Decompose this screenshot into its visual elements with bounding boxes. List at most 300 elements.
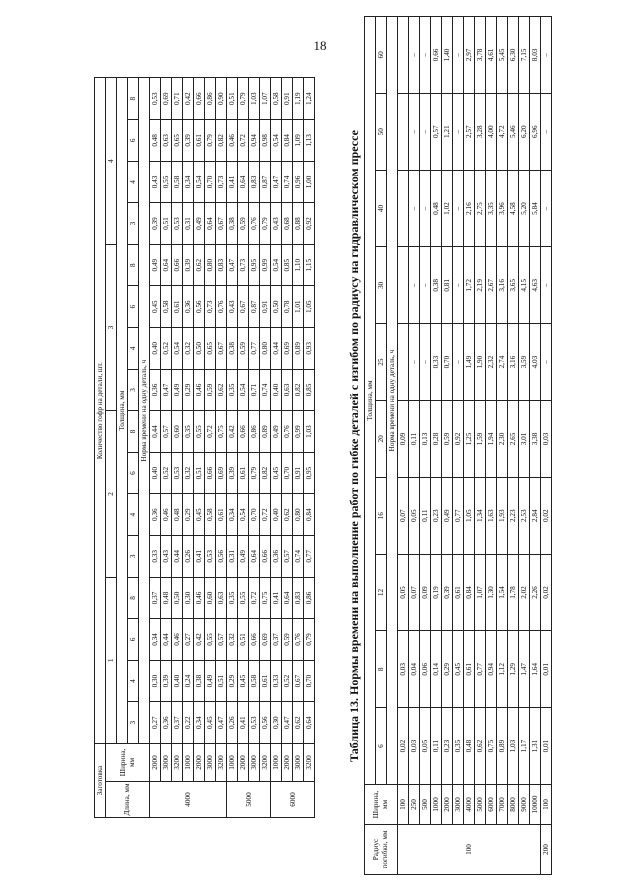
width-cell: 2000	[282, 743, 293, 781]
value-cell: 0,85	[304, 369, 315, 411]
value-cell: 0,86	[205, 78, 216, 120]
value-cell: 5,46	[508, 93, 519, 170]
value-cell: 0,85	[282, 244, 293, 286]
value-cell: 0,37	[172, 702, 183, 744]
value-cell: 0,39	[161, 660, 172, 702]
value-cell: 2,16	[464, 170, 475, 247]
value-cell: 0,62	[475, 708, 486, 785]
value-cell: 0,36	[271, 536, 282, 578]
value-cell: 0,45	[453, 631, 464, 708]
value-cell: 0,38	[431, 247, 442, 324]
value-cell: 0,82	[293, 369, 304, 411]
width-cell: 5000	[475, 785, 486, 825]
value-cell: 1,34	[475, 477, 486, 554]
value-cell: 0,66	[238, 411, 249, 453]
value-cell: 0,83	[249, 161, 260, 203]
value-cell: 0,79	[304, 619, 315, 661]
value-cell: –	[420, 93, 431, 170]
value-cell: 0,66	[194, 78, 205, 120]
value-cell: 0,35	[183, 411, 194, 453]
thickness-cell: 60	[376, 16, 387, 93]
value-cell: 0,95	[304, 452, 315, 494]
corrugation-count-header: Количество гофр на детали, шт.	[95, 78, 106, 744]
value-cell: –	[541, 324, 552, 401]
value-cell: 4,58	[508, 170, 519, 247]
value-cell: 0,07	[409, 554, 420, 631]
value-cell: 0,70	[304, 660, 315, 702]
value-cell: 0,67	[293, 660, 304, 702]
thickness-cell: 3	[128, 369, 139, 411]
value-cell	[398, 16, 409, 93]
width-cell: 1000	[227, 743, 238, 781]
value-cell: 0,42	[227, 411, 238, 453]
value-cell: 0,90	[216, 78, 227, 120]
value-cell: 1,40	[442, 16, 453, 93]
value-cell: 0,77	[453, 477, 464, 554]
value-cell: 0,34	[227, 494, 238, 536]
value-cell: 0,63	[282, 369, 293, 411]
value-cell: 5,45	[497, 16, 508, 93]
thickness-cell: 8	[376, 631, 387, 708]
value-cell: 3,96	[497, 170, 508, 247]
thickness-cell: 3	[128, 203, 139, 245]
value-cell: 2,02	[519, 554, 530, 631]
value-cell: 0,58	[161, 286, 172, 328]
width-cell: 3000	[161, 743, 172, 781]
thickness-cell: 8	[128, 577, 139, 619]
width-cell: 3000	[453, 785, 464, 825]
value-cell: 0,75	[486, 708, 497, 785]
value-cell: 0,69	[216, 452, 227, 494]
value-cell: –	[453, 16, 464, 93]
value-cell: 0,40	[271, 369, 282, 411]
value-cell: 0,48	[161, 577, 172, 619]
value-cell: 0,61	[260, 660, 271, 702]
value-cell: 0,62	[293, 702, 304, 744]
value-cell: 3,65	[508, 247, 519, 324]
value-cell: 0,29	[183, 494, 194, 536]
value-cell: –	[541, 93, 552, 170]
value-cell: 0,89	[260, 411, 271, 453]
value-cell: 0,87	[260, 161, 271, 203]
value-cell: 2,32	[486, 324, 497, 401]
value-cell: 0,36	[150, 369, 161, 411]
value-cell: 0,26	[183, 536, 194, 578]
value-cell: 0,50	[194, 328, 205, 370]
value-cell: 0,48	[172, 494, 183, 536]
value-cell: 1,21	[442, 93, 453, 170]
value-cell: 0,49	[442, 477, 453, 554]
value-cell: 0,35	[453, 708, 464, 785]
value-cell: 0,81	[442, 247, 453, 324]
value-cell: 0,51	[194, 452, 205, 494]
value-cell: 1,03	[508, 708, 519, 785]
thickness-cell: 6	[128, 120, 139, 162]
value-cell: 0,60	[205, 577, 216, 619]
value-cell: –	[420, 16, 431, 93]
table-row	[271, 78, 282, 818]
value-cell: 0,40	[150, 328, 161, 370]
value-cell: 0,37	[271, 619, 282, 661]
width-cell: 2000	[238, 743, 249, 781]
value-cell: 0,69	[260, 619, 271, 661]
value-cell: 0,93	[304, 328, 315, 370]
table-row	[227, 78, 238, 818]
value-cell: 0,40	[172, 660, 183, 702]
value-cell: 0,83	[293, 577, 304, 619]
value-cell: 3,16	[508, 324, 519, 401]
value-cell: 0,54	[271, 244, 282, 286]
value-cell: 3,16	[497, 247, 508, 324]
table-row	[497, 16, 508, 874]
value-cell: 0,53	[172, 203, 183, 245]
value-cell: 0,05	[398, 554, 409, 631]
value-cell: 3,38	[530, 401, 541, 478]
value-cell: 5,84	[530, 170, 541, 247]
value-cell: 0,35	[227, 369, 238, 411]
value-cell: 0,29	[183, 369, 194, 411]
value-cell: 0,09	[398, 401, 409, 478]
value-cell: 0,23	[431, 477, 442, 554]
group-4-header: 4	[106, 78, 117, 245]
value-cell: 0,91	[260, 286, 271, 328]
radius-cell: 100	[398, 825, 541, 875]
value-cell: 0,64	[282, 577, 293, 619]
value-cell: 1,63	[486, 477, 497, 554]
value-cell: 0,59	[238, 203, 249, 245]
table-row	[519, 16, 530, 874]
thickness-cell: 6	[128, 452, 139, 494]
value-cell: –	[420, 170, 431, 247]
width-cell: 3200	[172, 743, 183, 781]
value-cell: 2,65	[508, 401, 519, 478]
value-cell: 0,55	[194, 411, 205, 453]
value-cell: 4,61	[486, 16, 497, 93]
value-cell: 1,90	[475, 324, 486, 401]
value-cell: 0,13	[420, 401, 431, 478]
table-row	[293, 78, 304, 818]
value-cell: 0,79	[238, 78, 249, 120]
value-cell: 0,63	[161, 120, 172, 162]
width-cell: 1000	[183, 743, 194, 781]
width-cell: 1000	[271, 743, 282, 781]
value-cell: 0,47	[227, 244, 238, 286]
value-cell: 0,54	[194, 161, 205, 203]
radius-cell: 200	[541, 825, 552, 875]
value-cell: 0,68	[282, 203, 293, 245]
corrugation-norms-table	[94, 77, 315, 818]
value-cell: 0,64	[238, 161, 249, 203]
value-cell: 0,62	[216, 369, 227, 411]
value-cell: 0,32	[183, 452, 194, 494]
width-cell: 2000	[194, 743, 205, 781]
value-cell: 0,56	[260, 702, 271, 744]
value-cell: 0,77	[304, 536, 315, 578]
value-cell: 0,72	[205, 411, 216, 453]
value-cell: 0,83	[216, 244, 227, 286]
value-cell: 2,19	[475, 247, 486, 324]
value-cell: 0,63	[216, 577, 227, 619]
value-cell: 0,11	[409, 401, 420, 478]
value-cell: 0,64	[205, 203, 216, 245]
value-cell: 0,30	[150, 660, 161, 702]
thickness-cell: 8	[128, 244, 139, 286]
value-cell: –	[541, 16, 552, 93]
thickness-cell: 30	[376, 247, 387, 324]
value-cell: –	[420, 247, 431, 324]
value-cell: 0,67	[216, 328, 227, 370]
value-cell: 1,05	[304, 286, 315, 328]
value-cell: 0,48	[431, 170, 442, 247]
value-cell: 2,84	[530, 477, 541, 554]
value-cell: 0,37	[150, 577, 161, 619]
value-cell: 0,30	[183, 577, 194, 619]
value-cell: 0,02	[398, 708, 409, 785]
value-cell: 0,80	[293, 494, 304, 536]
bending-norms-table	[364, 16, 552, 875]
width-cell: 8000	[508, 785, 519, 825]
value-cell: 0,03	[398, 631, 409, 708]
width-cell: 3000	[249, 743, 260, 781]
value-cell: 1,24	[304, 78, 315, 120]
value-cell: 0,64	[304, 702, 315, 744]
value-cell: 0,67	[216, 203, 227, 245]
value-cell: 0,58	[271, 78, 282, 120]
value-cell: 0,66	[431, 16, 442, 93]
value-cell: 2,26	[530, 554, 541, 631]
value-cell: 3,35	[486, 170, 497, 247]
value-cell: 0,61	[464, 631, 475, 708]
value-cell: 0,44	[172, 536, 183, 578]
value-cell: 0,43	[227, 286, 238, 328]
value-cell: 0,30	[271, 702, 282, 744]
value-cell: 5,20	[519, 170, 530, 247]
table-row	[442, 16, 453, 874]
value-cell: 0,46	[194, 577, 205, 619]
width-cell: 10000	[530, 785, 541, 825]
value-cell: 0,33	[271, 660, 282, 702]
width-cell: 3200	[216, 743, 227, 781]
value-cell: 0,56	[216, 536, 227, 578]
value-cell: 0,47	[216, 702, 227, 744]
thickness-cell: 6	[128, 286, 139, 328]
value-cell: 2,30	[497, 401, 508, 478]
value-cell: 2,53	[519, 477, 530, 554]
value-cell: 0,03	[409, 708, 420, 785]
value-cell: 0,09	[420, 554, 431, 631]
value-cell: 0,32	[183, 328, 194, 370]
value-cell: 1,29	[508, 631, 519, 708]
value-cell: 0,80	[260, 328, 271, 370]
value-cell: 0,58	[249, 660, 260, 702]
value-cell: 1,15	[304, 244, 315, 286]
value-cell: 0,59	[238, 328, 249, 370]
value-cell	[398, 170, 409, 247]
thickness-cell: 8	[128, 78, 139, 120]
value-cell: 0,49	[194, 203, 205, 245]
value-cell: 1,54	[497, 554, 508, 631]
value-cell: 0,61	[238, 452, 249, 494]
value-cell: 0,69	[161, 78, 172, 120]
value-cell: 2,97	[464, 16, 475, 93]
value-cell: 0,53	[249, 702, 260, 744]
value-cell: 0,39	[150, 203, 161, 245]
value-cell: 0,57	[282, 536, 293, 578]
value-cell: 0,43	[150, 161, 161, 203]
thickness-cell: 4	[128, 660, 139, 702]
value-cell: 4,03	[530, 324, 541, 401]
value-cell: 0,84	[464, 554, 475, 631]
value-cell: 0,59	[442, 401, 453, 478]
table-row	[486, 16, 497, 874]
width-cell: 3200	[260, 743, 271, 781]
value-cell: 0,88	[293, 203, 304, 245]
value-cell: 0,52	[161, 328, 172, 370]
width-cell: 6000	[486, 785, 497, 825]
width-cell: 2000	[442, 785, 453, 825]
value-cell: 0,36	[161, 702, 172, 744]
value-cell: 1,59	[475, 401, 486, 478]
value-cell: 0,44	[161, 619, 172, 661]
width-header: Ширина, мм	[106, 743, 150, 781]
value-cell: 0,38	[227, 328, 238, 370]
table-row	[260, 78, 271, 818]
value-cell: 0,73	[216, 161, 227, 203]
value-cell: 0,49	[271, 411, 282, 453]
value-cell: 1,78	[508, 554, 519, 631]
thickness-cell: 12	[376, 554, 387, 631]
thickness-cell: 20	[376, 401, 387, 478]
value-cell: 0,76	[293, 619, 304, 661]
value-cell: 0,39	[227, 452, 238, 494]
value-cell: 0,66	[172, 244, 183, 286]
table-row	[183, 78, 194, 818]
value-cell: 1,10	[293, 244, 304, 286]
value-cell: 0,05	[420, 708, 431, 785]
value-cell: 0,11	[420, 477, 431, 554]
value-cell: 8,03	[530, 16, 541, 93]
value-cell: 4,72	[497, 93, 508, 170]
value-cell: 0,84	[304, 494, 315, 536]
length-header: Длина, мм	[106, 782, 150, 818]
value-cell: 4,15	[519, 247, 530, 324]
value-cell: 0,41	[238, 702, 249, 744]
value-cell: 0,57	[216, 619, 227, 661]
width-cell: 9000	[519, 785, 530, 825]
value-cell: 0,05	[409, 477, 420, 554]
value-cell: 0,73	[205, 286, 216, 328]
value-cell: 1,47	[519, 631, 530, 708]
value-cell: 0,60	[172, 411, 183, 453]
value-cell: 0,11	[431, 708, 442, 785]
value-cell: 0,62	[282, 494, 293, 536]
thickness-cell: 4	[128, 494, 139, 536]
value-cell	[398, 93, 409, 170]
value-cell: 1,07	[260, 78, 271, 120]
value-cell: –	[541, 247, 552, 324]
value-cell: 0,07	[398, 477, 409, 554]
value-cell: 0,14	[431, 631, 442, 708]
value-cell: 0,34	[183, 161, 194, 203]
value-cell: 0,74	[260, 369, 271, 411]
value-cell: 0,65	[172, 120, 183, 162]
value-cell: 0,45	[205, 702, 216, 744]
value-cell: –	[409, 324, 420, 401]
value-cell: –	[453, 170, 464, 247]
value-cell: 0,49	[150, 244, 161, 286]
value-cell: 2,23	[508, 477, 519, 554]
value-cell: 0,92	[304, 203, 315, 245]
value-cell: 0,23	[442, 708, 453, 785]
value-cell: 1,64	[530, 631, 541, 708]
value-cell: 0,84	[282, 120, 293, 162]
length-cell: 6000	[271, 782, 315, 818]
value-cell: 0,51	[161, 203, 172, 245]
value-cell: 6,20	[519, 93, 530, 170]
width-cell: 3000	[293, 743, 304, 781]
value-cell: –	[541, 170, 552, 247]
table-row	[150, 78, 161, 818]
value-cell: 0,33	[431, 324, 442, 401]
width-cell: 7000	[497, 785, 508, 825]
value-cell: 0,33	[150, 536, 161, 578]
value-cell: 0,79	[249, 452, 260, 494]
value-cell: 0,51	[227, 78, 238, 120]
value-cell: 0,57	[161, 411, 172, 453]
value-cell: –	[453, 324, 464, 401]
value-cell: 0,43	[271, 203, 282, 245]
value-cell: 0,54	[271, 120, 282, 162]
value-cell: 0,48	[464, 708, 475, 785]
radius-header: Радиус погибки, мм	[365, 825, 398, 875]
width-cell: 2000	[150, 743, 161, 781]
value-cell: 0,34	[194, 702, 205, 744]
table-row	[194, 78, 205, 818]
table-row	[541, 16, 552, 874]
value-cell: 0,36	[183, 286, 194, 328]
value-cell: 0,79	[260, 203, 271, 245]
value-cell: 0,71	[249, 369, 260, 411]
value-cell: 4,63	[530, 247, 541, 324]
value-cell: 0,66	[205, 452, 216, 494]
value-cell: 0,52	[161, 452, 172, 494]
value-cell: 0,62	[194, 244, 205, 286]
value-cell: 0,64	[161, 244, 172, 286]
value-cell: 0,45	[238, 660, 249, 702]
value-cell: 0,44	[150, 411, 161, 453]
thickness-cell: 3	[128, 702, 139, 744]
value-cell: 0,47	[271, 161, 282, 203]
value-cell: 0,22	[183, 702, 194, 744]
thickness-cell: 50	[376, 93, 387, 170]
value-cell: 1,49	[464, 324, 475, 401]
value-cell: 0,89	[293, 328, 304, 370]
width-cell: 250	[409, 785, 420, 825]
value-cell: 0,66	[249, 619, 260, 661]
value-cell: –	[420, 324, 431, 401]
page-number: 18	[313, 38, 327, 53]
value-cell: 0,74	[293, 536, 304, 578]
thickness-cell: 4	[128, 328, 139, 370]
value-cell: 0,35	[227, 577, 238, 619]
value-cell: 0,92	[453, 401, 464, 478]
table-row	[304, 78, 315, 818]
value-cell: 0,82	[260, 452, 271, 494]
thickness-cell: 40	[376, 170, 387, 247]
width-cell: 500	[420, 785, 431, 825]
norm-header: Норма времени на одну деталь, ч	[139, 78, 150, 744]
value-cell: 0,95	[249, 244, 260, 286]
